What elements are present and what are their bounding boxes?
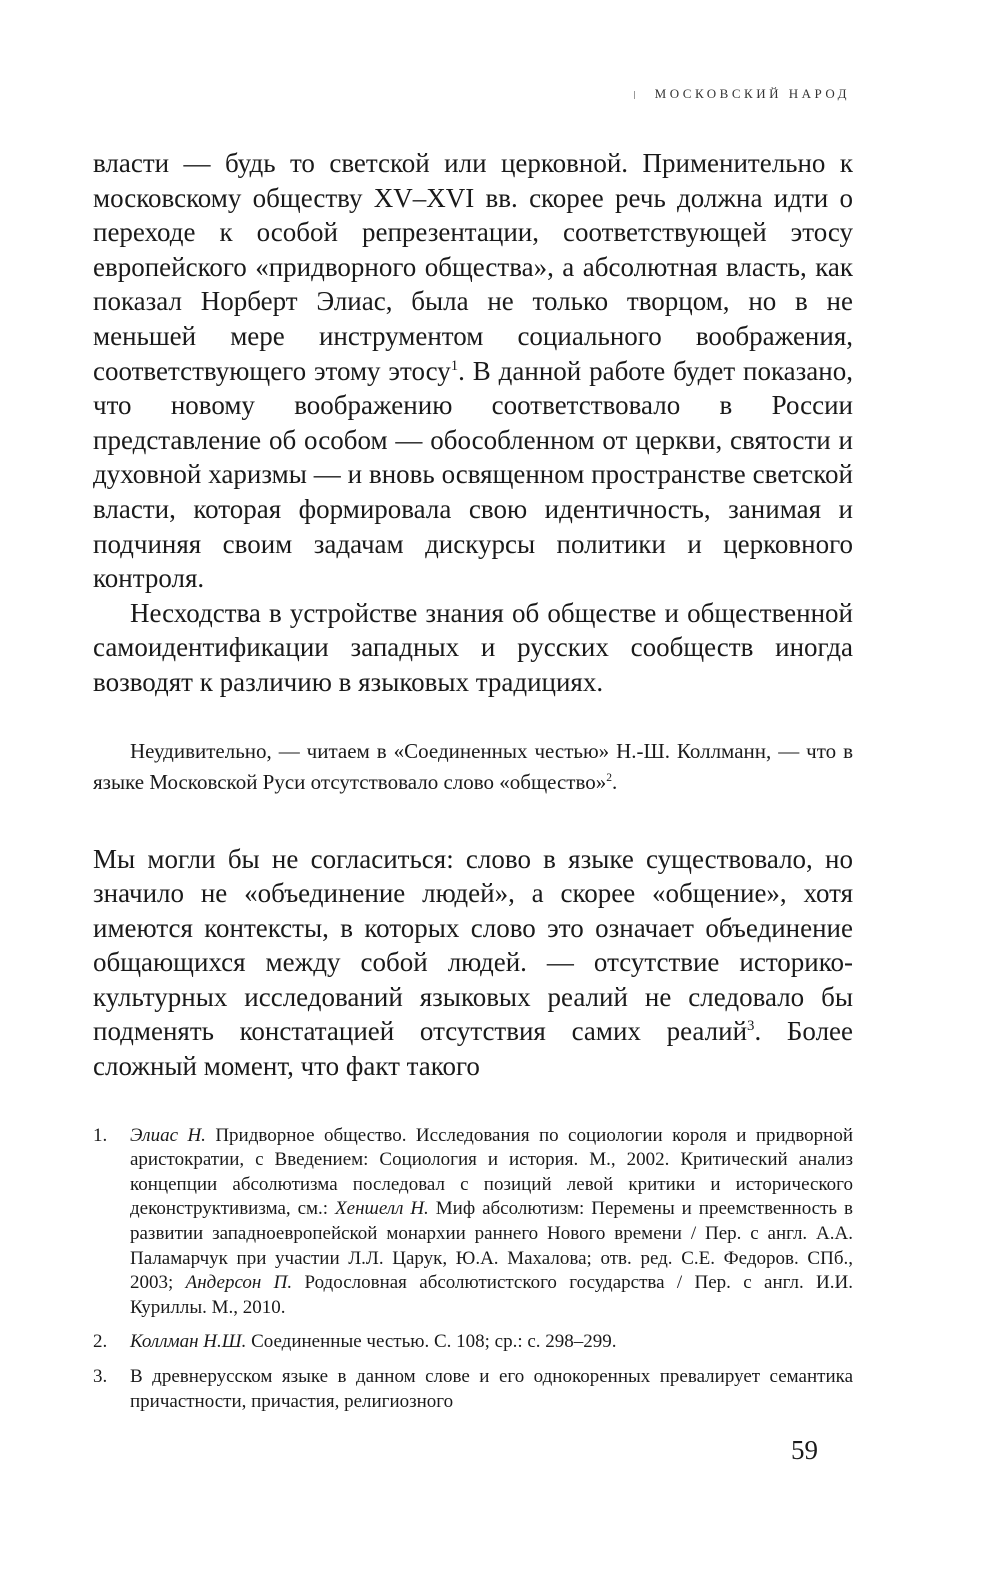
footnote-text	[130, 1330, 853, 1355]
quote-text: Неудивительно, — читаем в «Соединенных честью» Н.-Ш. Коллманн, — что в языке Московской Руси отсутствовало слово «общество»	[93, 738, 853, 794]
footnote-ref-2[interactable]: 2	[606, 771, 613, 784]
paragraph-1-text-b: . В данной работе будет показано, что новому воображению соответствовало в России представление об особом — обособленном от церкви, святости и духовной харизмы — и вновь освященном пространстве светской власти, которая формировала свою идентичность, занимая и подчиняя своим задачам дискурсы политики и церковного контроля.	[93, 355, 853, 594]
footnote-number: 2.	[93, 1331, 108, 1353]
running-head-mark	[634, 91, 635, 99]
footnote-text	[130, 1124, 853, 1321]
footnote-number: 3.	[93, 1366, 108, 1387]
body-paragraph-1	[93, 146, 853, 596]
footnote-1	[93, 1124, 853, 1321]
footnote-author-2: Хеншелл Н.	[335, 1198, 429, 1220]
footnote-body-a: Придворное общество. Исследования по социологии короля и придворной аристократии, с Введением: Социология и история. М., 2002. Критический анализ концепции абсолютизма последовал с позиций левой критики и исторического деконструктивизма, см.:	[130, 1124, 854, 1220]
footnote-body-c: Родословная абсолютистского государства / Пер. с англ. И.И. Куриллы. М., 2010.	[130, 1272, 853, 1318]
block-quote	[93, 736, 853, 798]
footnotes	[93, 1124, 853, 1415]
footnote-3	[93, 1365, 853, 1414]
footnote-author-3: Андерсон П.	[185, 1272, 293, 1294]
paragraph-1-text-a: власти — будь то светской или церковной. Применительно к московскому обществу XV–XVI вв. скорее речь должна идти о переходе к особой репрезентации, соответствующей этосу европейского «придворного общества», а абсолютная власть, как показал Норберт Элиас, была не только творцом, но в не меньшей мере инструментом социального воображения, соответствующего этому этосу	[93, 148, 853, 386]
quote-end: .	[612, 769, 618, 794]
paragraph-3-text-b: . Более сложный момент, что факт такого	[93, 1016, 854, 1082]
footnote-author: Элиас Н.	[130, 1124, 206, 1146]
paragraph-3-text-a: Мы могли бы не согласиться: слово в языке существовало, но значило не «объединение людей», а скорее «общение», хотя имеются контексты, в которых слово это означает объединение общающихся между собой людей. — отсутствие историко-культурных исследований языковых реалий не следовало бы подменять констатацией отсутствия самих реалий	[93, 843, 853, 1047]
page-body	[93, 146, 853, 1424]
footnote-author: Коллман Н.Ш.	[130, 1331, 247, 1353]
footnote-ref-3[interactable]: 3	[747, 1018, 755, 1035]
footnote-number: 1.	[93, 1124, 108, 1146]
footnote-2	[93, 1330, 853, 1355]
footnote-ref-1[interactable]: 1	[450, 357, 459, 374]
footnote-text: В древнерусском языке в данном слове и его однокоренных превалирует семантика причастности, причастия, религиозного	[130, 1366, 853, 1412]
body-paragraph-2: Несходства в устройстве знания об обществе и общественной самоидентификации западных и русских сообществ иногда возводят к различию в языковых традициях.	[93, 597, 853, 697]
running-head-title: МОСКОВСКИЙ НАРОД	[654, 86, 850, 101]
page-number: 59	[791, 1435, 818, 1465]
footnote-body-a: Соединенные честью. С. 108; ср.: с. 298–299.	[246, 1331, 617, 1353]
footnote-body-b: Миф абсолютизм: Перемены и преемственность в развитии западноевропейской монархии раннего Нового времени / Пер. с англ. А.А. Паламарчук при участии Л.Л. Царук, Ю.А. Махалова; отв. ред. С.Е. Федоров. СПб., 2003;	[130, 1198, 853, 1294]
body-paragraph-3	[93, 842, 853, 1084]
running-head	[634, 86, 850, 102]
